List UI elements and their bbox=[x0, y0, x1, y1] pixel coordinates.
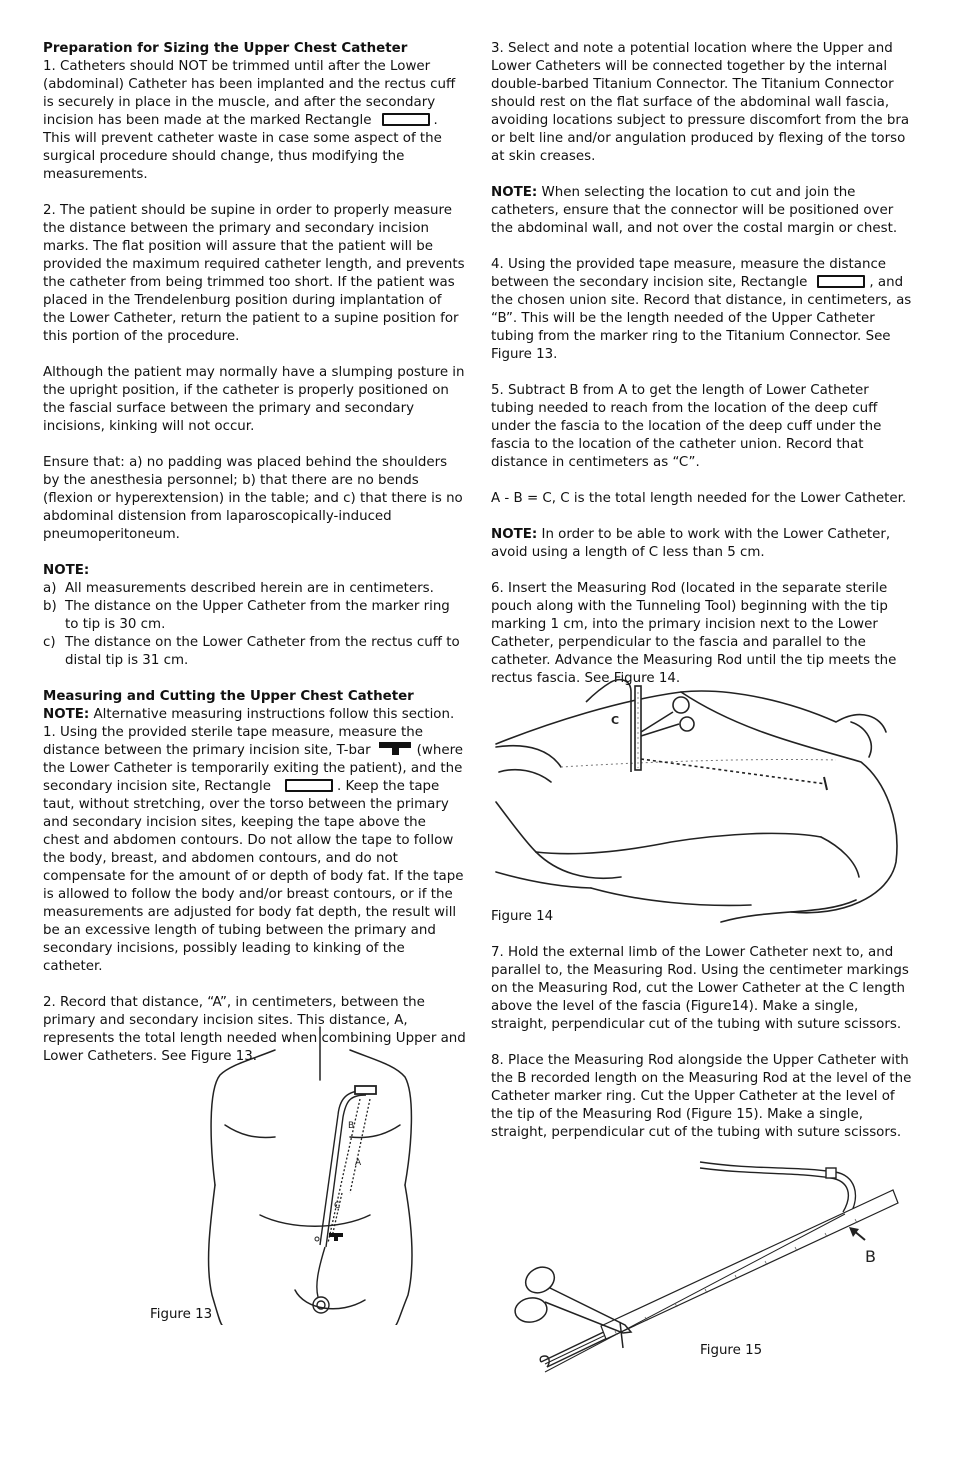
figure-13-caption: Figure 13 bbox=[150, 1307, 213, 1322]
rectangle-marker-icon bbox=[285, 779, 333, 792]
paragraph-ensure: Ensure that: a) no padding was placed behind the shoulders by the anesthesia personnel; b) that there are no bends (flexion or hyperextension) in the table; and c) that there is no abdominal distension from laparoscopically-induced pneumoperitoneum. bbox=[43, 455, 463, 542]
note-item-label: b) bbox=[43, 599, 57, 614]
figure-13-illustration bbox=[200, 1025, 420, 1325]
step-4-text-b: , and the chosen union site. Record that distance, in centimeters, as “B”. This will be the length needed of the Upper Catheter tubing from the marker ring to the Titanium Connector. See Figure 13. bbox=[491, 275, 912, 362]
section-heading-measuring: Measuring and Cutting the Upper Chest Catheter bbox=[43, 689, 414, 704]
measure-step-1-text-a: 1. Using the provided sterile tape measure, measure the distance between the primary incision site, T-bar bbox=[43, 725, 423, 758]
paragraph-step-3: 3. Select and note a potential location where the Upper and Lower Catheters will be connected together by the internal double-barbed Titanium Connector. The Titanium Connector should rest on the flat surface of the abdominal wall fascia, avoiding locations subject to pressure discomfort from the bra or belt line and/or angulation produced by flexing of the torso at skin creases. bbox=[491, 41, 910, 164]
formula: A - B = C, C is the total length needed for the Lower Catheter. bbox=[491, 491, 907, 506]
paragraph-posture: Although the patient may normally have a slumping posture in the upright position, if the catheter is properly positioned on the fascial surface between the primary and secondary incisions, kinking will not occur. bbox=[43, 365, 465, 434]
note-list bbox=[43, 580, 466, 670]
figure-13-label-c: C bbox=[334, 1201, 341, 1211]
note-item bbox=[43, 580, 466, 598]
rectangle-marker-icon bbox=[382, 113, 430, 126]
figure-14-illustration bbox=[491, 672, 914, 928]
note-item-text: The distance on the Lower Catheter from the rectus cuff to distal tip is 31 cm. bbox=[65, 635, 460, 668]
paragraph-step-6: 6. Insert the Measuring Rod (located in the separate sterile pouch along with the Tunneling Tool) beginning with the tip marking 1 cm, into the primary incision next to the Lower Catheter, perpendicular to the fascia and parallel to the catheter. Advance the Measuring Rod until the tip meets the rectus fascia. See Figure 14. bbox=[491, 581, 897, 686]
note-item-label: c) bbox=[43, 635, 56, 650]
step-1-text-a: 1. Catheters should NOT be trimmed until after the Lower (abdominal) Catheter has been implanted and the rectus cuff is securely in place in the muscle, and after the secondary incision has been made at the marked Rectangle bbox=[43, 59, 456, 128]
note-alternative bbox=[43, 706, 466, 724]
figure-15-label-b: B bbox=[865, 1247, 876, 1266]
note-label: NOTE: bbox=[491, 527, 538, 542]
rectangle-marker-icon bbox=[817, 275, 865, 288]
figure-14 bbox=[491, 672, 914, 928]
measure-step-1-text-c: . Keep the tape taut, without stretching, over the torso between the primary and secondary incision sites, keeping the tape above the chest and abdomen contours. Do not allow the tape to follow the body, breast, and abdomen contours, and do not compensate for the amount of or depth of body fat. If the tape is allowed to follow the body and/or breast contours, or if the measurements are adjusted for body fat depth, the result will be an excessive length of tubing between the primary and secondary incisions, possibly leading to kinking of the catheter. bbox=[43, 779, 464, 974]
paragraph-measure-step-1 bbox=[43, 724, 466, 976]
step-1-text-b: . This will prevent catheter waste in case some aspect of the surgical procedure should change, thus modifying the measurements. bbox=[43, 113, 442, 182]
note-item-label: a) bbox=[43, 581, 57, 596]
paragraph-step-4 bbox=[491, 256, 914, 364]
step-4-text-a: 4. Using the provided tape measure, measure the distance between the secondary incision site, Rectangle bbox=[491, 257, 887, 290]
t-bar-icon bbox=[379, 742, 411, 756]
figure-13-label-b: B bbox=[348, 1121, 355, 1131]
note-text: In order to be able to work with the Lower Catheter, avoid using a length of C less than 5 cm. bbox=[491, 527, 891, 560]
right-column-lower bbox=[491, 944, 914, 1160]
paragraph-measure-step-2: 2. Record that distance, “A”, in centimeters, between the primary and secondary incision sites. This distance, A, represents the total length needed when combining Upper and Lower Catheters. See Figure 13. bbox=[43, 995, 466, 1064]
paragraph-step-2: 2. The patient should be supine in order to properly measure the distance between the primary and secondary incision marks. The flat position will assure that the patient will be provided the maximum required catheter length, and prevents the catheter from being trimmed too short. If the patient was placed in the Trendelenburg position during implantation of the Lower Catheter, return the patient to a supine position for this portion of the procedure. bbox=[43, 203, 465, 344]
paragraph-step-5: 5. Subtract B from A to get the length of Lower Catheter tubing needed to reach from the location of the deep cuff under the fascia to the location of the deep cuff under the fascia to the location of the catheter union. Record that distance in centimeters as “C”. bbox=[491, 383, 882, 470]
right-column bbox=[491, 40, 914, 688]
note-item-text: The distance on the Upper Catheter from the marker ring to tip is 30 cm. bbox=[65, 599, 450, 632]
note-text: Alternative measuring instructions follow this section. bbox=[89, 707, 455, 722]
note-text: When selecting the location to cut and join the catheters, ensure that the connector will be positioned over the abdominal wall, and not over the costal margin or chest. bbox=[491, 185, 898, 236]
paragraph-step-7: 7. Hold the external limb of the Lower Catheter next to, and parallel to, the Measuring Rod. Using the centimeter markings on the Measuring Rod, cut the Lower Catheter at the C length above the level of the fascia (Figure14). Make a single, straight, perpendicular cut of the tubing with suture scissors. bbox=[491, 945, 909, 1032]
figure-14-caption: Figure 14 bbox=[491, 909, 554, 924]
note-label: NOTE: bbox=[43, 707, 90, 722]
measure-step-1-text-b: (where the Lower Catheter is temporarily exiting the patient), and the secondary incision site, Rectangle bbox=[43, 743, 464, 794]
figure-13-label-a: A bbox=[355, 1158, 362, 1168]
figure-15-caption: Figure 15 bbox=[700, 1343, 763, 1358]
left-column bbox=[43, 40, 466, 1084]
note-item bbox=[43, 634, 466, 670]
figure-13 bbox=[200, 1025, 420, 1325]
paragraph-step-1 bbox=[43, 58, 466, 184]
note-heading: NOTE: bbox=[43, 563, 90, 578]
paragraph-step-8: 8. Place the Measuring Rod alongside the Upper Catheter with the B recorded length on the Measuring Rod at the level of the Catheter marker ring. Cut the Upper Catheter at the level of the tip of the Measuring Rod (Figure 15). Make a single, straight, perpendicular cut of the tubing with suture scissors. bbox=[491, 1053, 912, 1140]
note-item-text: All measurements described herein are in centimeters. bbox=[65, 581, 434, 596]
note-label: NOTE: bbox=[491, 185, 538, 200]
note-min-length bbox=[491, 526, 914, 562]
note-item bbox=[43, 598, 466, 634]
note-connector bbox=[491, 184, 914, 238]
figure-14-label-c: C bbox=[611, 714, 620, 727]
section-heading-preparation: Preparation for Sizing the Upper Chest Catheter bbox=[43, 41, 408, 56]
